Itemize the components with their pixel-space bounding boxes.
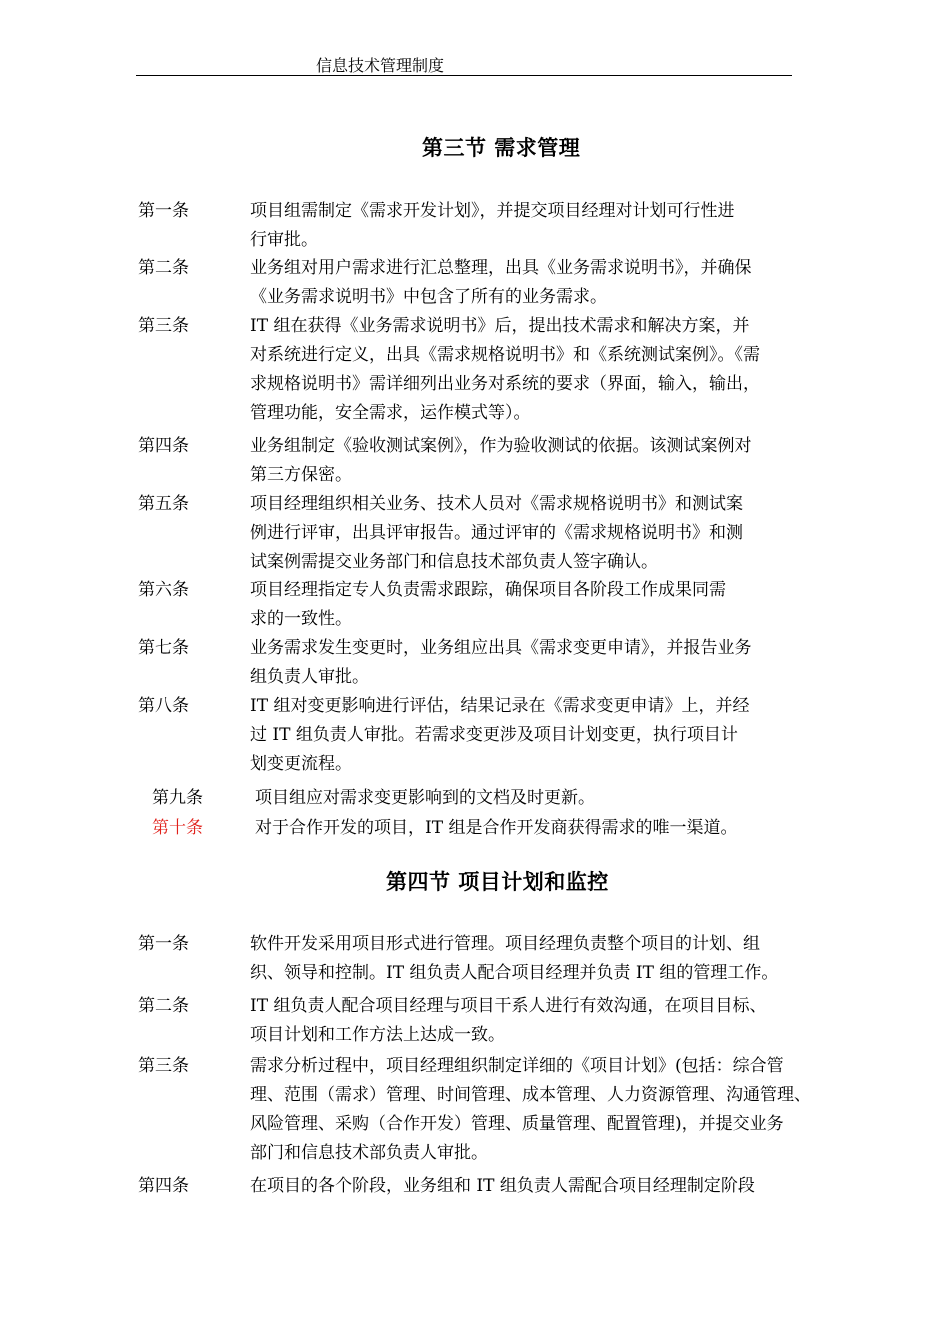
article-body xyxy=(250,692,749,779)
article-label: 第五条 xyxy=(138,494,189,514)
article-label: 第八条 xyxy=(138,696,189,716)
article-label-highlighted: 第十条 xyxy=(152,818,203,838)
article-line: 组负责人审批。 xyxy=(250,667,369,687)
article-body xyxy=(250,992,766,1050)
article-label: 第二条 xyxy=(138,996,189,1016)
article-line: 项目组需制定《需求开发计划》，并提交项目经理对计划可行性进 xyxy=(250,201,735,221)
article-line: 划变更流程。 xyxy=(250,754,352,774)
article-line: 业务组对用户需求进行汇总整理，出具《业务需求说明书》，并确保 xyxy=(250,258,752,278)
article-label: 第七条 xyxy=(138,638,189,658)
section-title-requirements: 第三节 需求管理 xyxy=(422,135,581,160)
article-body xyxy=(250,1172,755,1201)
article-line: 行审批。 xyxy=(250,230,318,250)
article-body xyxy=(255,814,737,843)
article-line: 项目组应对需求变更影响到的文档及时更新。 xyxy=(255,788,595,808)
article-line: IT 组在获得《业务需求说明书》后，提出技术需求和解决方案，并 xyxy=(250,316,750,336)
article-label: 第一条 xyxy=(138,201,189,221)
article-line: 部门和信息技术部负责人审批。 xyxy=(250,1143,488,1163)
article-line: 管理功能，安全需求，运作模式等）。 xyxy=(250,403,531,423)
article-line: 需求分析过程中，项目经理组织制定详细的《项目计划》(包括：综合管 xyxy=(250,1056,784,1076)
article-line: 项目经理组织相关业务、技术人员对《需求规格说明书》和测试案 xyxy=(250,494,743,514)
article-body xyxy=(250,197,735,255)
article-line: 织、领导和控制。IT 组负责人配合项目经理并负责 IT 组的管理工作。 xyxy=(250,963,779,983)
article-body xyxy=(250,312,760,428)
article-label: 第三条 xyxy=(138,1056,189,1076)
article-label: 第六条 xyxy=(138,580,189,600)
article-line: 第三方保密。 xyxy=(250,465,352,485)
header-title: 信息技术管理制度 xyxy=(316,56,445,75)
article-line: 理、范围（需求）管理、时间管理、成本管理、人力资源管理、沟通管理、 xyxy=(250,1085,811,1105)
article-line: IT 组负责人配合项目经理与项目干系人进行有效沟通，在项目目标、 xyxy=(250,996,767,1016)
article-line: 业务需求发生变更时，业务组应出具《需求变更申请》，并报告业务 xyxy=(250,638,752,658)
section-title-project-planning: 第四节 项目计划和监控 xyxy=(386,869,609,894)
article-line: 《业务需求说明书》中包含了所有的业务需求。 xyxy=(250,287,607,307)
article-line: 项目计划和工作方法上达成一致。 xyxy=(250,1025,505,1045)
article-line: 项目经理指定专人负责需求跟踪，确保项目各阶段工作成果同需 xyxy=(250,580,726,600)
article-line: 过 IT 组负责人审批。若需求变更涉及项目计划变更，执行项目计 xyxy=(250,725,738,745)
article-line: 求规格说明书》需详细列出业务对系统的要求（界面，输入，输出， xyxy=(250,374,760,394)
article-label: 第四条 xyxy=(138,1176,189,1196)
article-line: 试案例需提交业务部门和信息技术部负责人签字确认。 xyxy=(250,552,658,572)
article-label: 第一条 xyxy=(138,934,189,954)
article-line: IT 组对变更影响进行评估，结果记录在《需求变更申请》上，并经 xyxy=(250,696,750,716)
article-body xyxy=(250,490,743,577)
article-line: 软件开发采用项目形式进行管理。项目经理负责整个项目的计划、组 xyxy=(250,934,760,954)
article-label: 第三条 xyxy=(138,316,189,336)
article-label: 第二条 xyxy=(138,258,189,278)
article-body xyxy=(250,930,778,988)
article-body xyxy=(250,432,752,490)
article-line: 业务组制定《验收测试案例》，作为验收测试的依据。该测试案例对 xyxy=(250,436,752,456)
article-line: 对系统进行定义，出具《需求规格说明书》和《系统测试案例》。《需 xyxy=(250,345,760,365)
article-label: 第四条 xyxy=(138,436,189,456)
article-label: 第九条 xyxy=(152,788,203,808)
article-line: 对于合作开发的项目，IT 组是合作开发商获得需求的唯一渠道。 xyxy=(255,818,738,838)
article-line: 求的一致性。 xyxy=(250,609,352,629)
article-body xyxy=(255,784,595,813)
article-line: 例进行评审，出具评审报告。通过评审的《需求规格说明书》和测 xyxy=(250,523,743,543)
article-line: 风险管理、采购（合作开发）管理、质量管理、配置管理)，并提交业务 xyxy=(250,1114,784,1134)
article-body xyxy=(250,1052,811,1168)
header-divider xyxy=(136,75,792,76)
article-body xyxy=(250,576,726,634)
article-body xyxy=(250,254,752,312)
article-body xyxy=(250,634,752,692)
article-line: 在项目的各个阶段，业务组和 IT 组负责人需配合项目经理制定阶段 xyxy=(250,1176,755,1196)
